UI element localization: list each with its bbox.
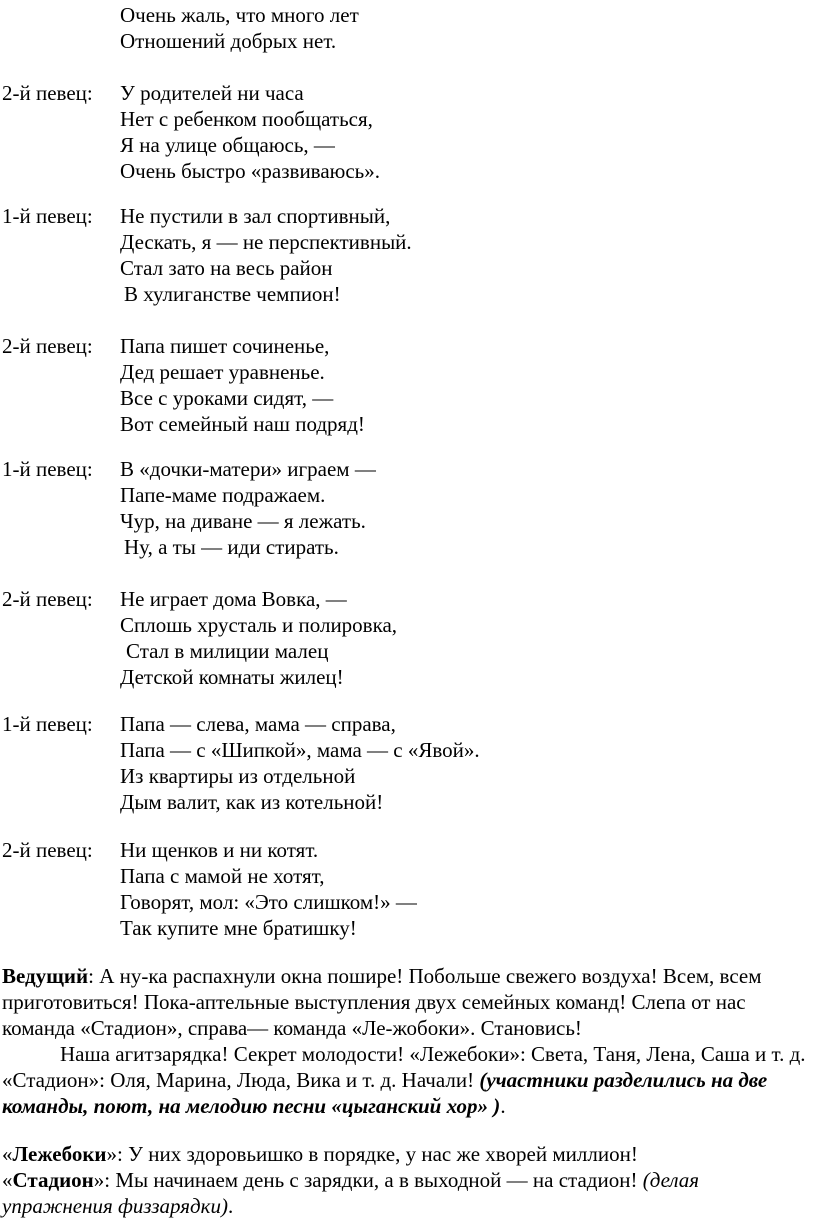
host-paragraph-2	[2, 1041, 814, 1119]
speaker-label: 2-й певец:	[2, 587, 93, 611]
team-text: : У них здоровьишко в порядке, у нас же хворей миллион!	[117, 1142, 638, 1166]
speaker-label: 1-й певец:	[2, 204, 93, 228]
quote-close: »	[106, 1142, 118, 1166]
poem-line: Детской комнаты жилец!	[120, 665, 344, 689]
host-text-2: Наша агитзарядка! Секрет молодости! «Лежебоки»: Света, Таня, Лена, Саша и т. д. «Стадион»: Оля, Марина, Люда, Вика и т. д. Начали!	[2, 1042, 806, 1092]
poem-line: Папа с мамой не хотят,	[120, 864, 325, 888]
team-name: Стадион	[12, 1168, 94, 1192]
quote-open: «	[2, 1168, 13, 1192]
host-paragraph	[2, 963, 814, 1041]
poem-line: Дескать, я — не перспективный.	[120, 230, 412, 254]
poem-line: Папа — слева, мама — справа,	[120, 712, 396, 736]
quote-close: »	[93, 1168, 105, 1192]
team-text: : Мы начинаем день с зарядки, а в выходной — на стадион!	[104, 1168, 643, 1192]
speaker-label: 1-й певец:	[2, 457, 93, 481]
speaker-label: 2-й певец:	[2, 81, 93, 105]
poem-line: В хулиганстве чемпион!	[124, 282, 341, 306]
poem-line: Не играет дома Вовка, —	[120, 587, 347, 611]
poem-line: В «дочки-матери» играем —	[120, 457, 376, 481]
team-line-stadion	[2, 1167, 814, 1219]
poem-line: Папа — с «Шипкой», мама — с «Явой».	[120, 738, 480, 762]
poem-line: Папе-маме подражаем.	[120, 483, 326, 507]
poem-line: Все с уроками сидят, —	[120, 386, 334, 410]
punctuation: .	[500, 1094, 506, 1118]
team-line-lezheboki	[2, 1141, 814, 1167]
host-text: : А ну-ка распахнули окна пошире! Побольше свежего воздуха! Всем, всем приготовиться! Пока-аптельные выступления двух семейных команд! Слепа от нас команда «Стадион», справа— команда «Ле-жобоки». Становись!	[2, 964, 762, 1040]
poem-line: Сплошь хрусталь и полировка,	[120, 613, 398, 637]
stage-direction: (делая упражнения физзарядки)	[2, 1168, 700, 1218]
poem-line: Не пустили в зал спортивный,	[120, 204, 391, 228]
poem-line: Я на улице общаюсь, —	[120, 133, 335, 157]
poem-line: Дым валит, как из котельной!	[120, 790, 384, 814]
poem-line: Так купите мне братишку!	[120, 916, 357, 940]
poem-line: У родителей ни часа	[120, 81, 304, 105]
speaker-label: 2-й певец:	[2, 838, 93, 862]
speaker-label: 1-й певец:	[2, 712, 93, 736]
poem-line: Вот семейный наш подряд!	[120, 412, 365, 436]
host-label: Ведущий	[2, 964, 89, 988]
poem-line: Чур, на диване — я лежать.	[120, 509, 366, 533]
poem-line: Нет с ребенком пообщаться,	[120, 107, 373, 131]
punctuation: .	[227, 1194, 234, 1218]
poem-line: Очень быстро «развиваюсь».	[120, 159, 380, 183]
poem-line: Говорят, мол: «Это слишком!» —	[120, 890, 417, 914]
poem-line: Отношений добрых нет.	[120, 29, 337, 53]
poem-line: Дед решает уравненье.	[120, 360, 325, 384]
poem-line: Стал зато на весь район	[120, 256, 333, 280]
stage-direction: (участники разделились на две команды, поют, на мелодию песни «цыганский хор» )	[2, 1068, 768, 1118]
speaker-label: 2-й певец:	[2, 334, 93, 358]
poem-line: Стал в милиции малец	[126, 639, 329, 663]
poem-line: Папа пишет сочиненье,	[120, 334, 330, 358]
poem-line: Из квартиры из отдельной	[120, 764, 356, 788]
poem-line: Ну, а ты — иди стирать.	[124, 535, 339, 559]
poem-line: Очень жаль, что много лет	[120, 3, 359, 27]
team-name: Лежебоки	[12, 1142, 107, 1166]
poem-line: Ни щенков и ни котят.	[120, 838, 319, 862]
quote-open: «	[2, 1142, 13, 1166]
